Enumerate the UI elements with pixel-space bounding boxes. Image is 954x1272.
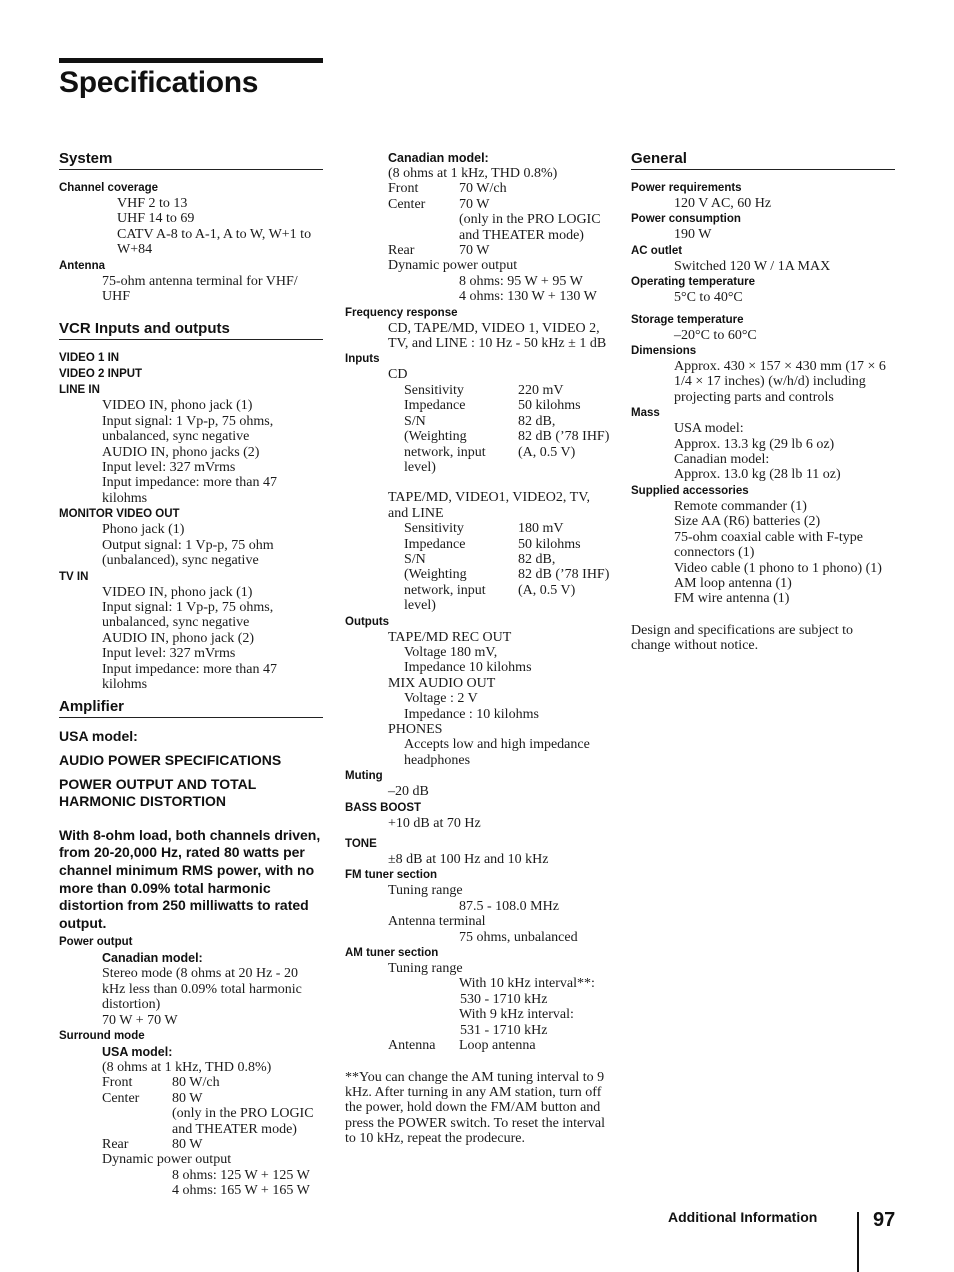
spec-label: Muting: [345, 770, 383, 783]
spec-row: [345, 243, 613, 258]
spec-value: 87.5 - 108.0 MHz: [459, 898, 559, 914]
spec-value: Output signal: 1 Vp-p, 75 ohm (unbalanced), sync negative: [102, 537, 274, 569]
spec-value: (only in the PRO LOGIC and THEATER mode): [459, 212, 601, 243]
spec-value: 82 dB (’78 IHF) (A, 0.5 V): [518, 429, 610, 460]
spec-value: AUDIO IN, phono jacks (2): [102, 444, 260, 460]
spec-value: 75-ohm antenna terminal for VHF/ UHF: [102, 273, 298, 305]
spec-value: With 10 kHz interval**:: [459, 976, 595, 992]
spec-value: Dynamic power output: [388, 258, 518, 274]
footer-divider: [857, 1212, 859, 1272]
spec-value: 531 - 1710 kHz: [460, 1022, 548, 1038]
model-label: Canadian model:: [102, 951, 203, 966]
spec-heading: AUDIO POWER SPECIFICATIONS: [59, 751, 282, 768]
column-middle: [345, 150, 613, 1147]
section-heading-amplifier: Amplifier: [59, 698, 323, 718]
spec-label: TONE: [345, 838, 377, 851]
model-label: USA model:: [102, 1044, 173, 1059]
spec-value: Input impedance: more than 47 kilohms: [102, 475, 277, 506]
model-heading: USA model:: [59, 728, 138, 745]
spec-value: 8 ohms: 125 W + 125 W: [172, 1167, 310, 1183]
spec-key: Antenna: [388, 1038, 436, 1054]
spec-value: Remote commander (1): [674, 498, 807, 514]
spec-value: Input level: 327 mVrms: [102, 460, 236, 476]
spec-value: –20 dB: [388, 784, 429, 800]
spec-value: Size AA (R6) batteries (2): [674, 514, 821, 530]
spec-value: Voltage 180 mV,: [404, 644, 498, 660]
spec-value: –20°C to 60°C: [674, 327, 757, 343]
spec-label: Storage temperature: [631, 313, 744, 326]
spec-label: Inputs: [345, 353, 380, 366]
spec-value: VHF 2 to 13: [117, 196, 188, 211]
section-heading-vcr: VCR Inputs and outputs: [59, 320, 323, 340]
spec-value: Antenna terminal: [388, 914, 486, 930]
spec-row: [345, 429, 613, 475]
spec-value: 530 - 1710 kHz: [460, 991, 548, 1007]
spec-value: MIX AUDIO OUT: [388, 675, 496, 691]
spec-value: 5°C to 40°C: [674, 290, 743, 306]
spec-value: With 9 kHz interval:: [459, 1007, 574, 1023]
spec-value: 70 W: [459, 196, 490, 212]
spec-key: [102, 1106, 172, 1137]
spec-value: CATV A-8 to A-1, A to W, W+1 to W+84: [117, 226, 312, 258]
spec-value: Impedance 10 kilohms: [404, 660, 532, 676]
spec-value: 75-ohm coaxial cable with F-type connectors (1): [674, 529, 863, 561]
spec-value: (only in the PRO LOGIC and THEATER mode): [172, 1106, 314, 1137]
spec-key: S/N: [404, 413, 426, 429]
spec-value: Input signal: 1 Vp-p, 75 ohms, unbalanced, sync negative: [102, 599, 274, 631]
spec-value: 80 W: [172, 1136, 203, 1152]
spec-value: Dynamic power output: [102, 1152, 232, 1168]
spec-row: [345, 383, 613, 398]
spec-row: [345, 398, 613, 413]
spec-key: Front: [102, 1075, 133, 1091]
spec-label: FM tuner section: [345, 869, 438, 882]
spec-value: VIDEO IN, phono jack (1): [102, 398, 253, 414]
spec-value: Impedance : 10 kilohms: [404, 706, 539, 722]
spec-label: Supplied accessories: [631, 484, 749, 497]
spec-value: 50 kilohms: [518, 536, 581, 552]
spec-value: 190 W: [674, 227, 712, 243]
spec-label: Power output: [59, 936, 133, 949]
spec-label: Frequency response: [345, 306, 458, 319]
spec-value: 50 kilohms: [518, 398, 581, 414]
spec-key: Rear: [102, 1136, 129, 1152]
spec-label: Operating temperature: [631, 276, 755, 289]
spec-value: CD: [388, 367, 408, 383]
spec-value: Canadian model:: [674, 452, 770, 468]
spec-value: 70 W + 70 W: [102, 1012, 178, 1028]
spec-value: 4 ohms: 130 W + 130 W: [459, 289, 597, 305]
spec-value: PHONES: [388, 722, 443, 737]
spec-value: 220 mV: [518, 382, 564, 398]
spec-row: [345, 552, 613, 567]
spec-label: Outputs: [345, 615, 390, 628]
spec-value: Accepts low and high impedance headphones: [404, 737, 590, 768]
spec-row: [345, 197, 613, 212]
footer-section-label: Additional Information: [668, 1209, 818, 1225]
spec-value: Approx. 13.3 kg (29 lb 6 oz): [674, 436, 835, 452]
spec-value: +10 dB at 70 Hz: [388, 815, 481, 831]
spec-label: VIDEO 1 IN: [59, 352, 120, 365]
spec-label: MONITOR VIDEO OUT: [59, 508, 180, 521]
spec-key: Impedance: [404, 536, 466, 552]
spec-value: 82 dB,: [518, 551, 556, 567]
page-title: Specifications: [59, 66, 259, 99]
spec-value: 75 ohms, unbalanced: [459, 929, 578, 945]
spec-row: [59, 1075, 323, 1090]
spec-label: Channel coverage: [59, 182, 159, 194]
spec-key: S/N: [404, 551, 426, 567]
spec-value: Input signal: 1 Vp-p, 75 ohms, unbalanced, sync negative: [102, 413, 274, 445]
spec-row: [345, 1038, 613, 1053]
spec-value: Loop antenna: [459, 1038, 536, 1054]
spec-value: FM wire antenna (1): [674, 591, 790, 607]
spec-key: [388, 212, 459, 243]
column-right: [631, 150, 895, 654]
spec-key: Sensitivity: [404, 382, 464, 398]
section-heading-system: System: [59, 150, 323, 170]
spec-value: AUDIO IN, phono jack (2): [102, 630, 255, 646]
spec-label: Power requirements: [631, 182, 742, 194]
page-number: 97: [873, 1209, 896, 1231]
power-statement: With 8-ohm load, both channels driven, from 20-20,000 Hz, rated 80 watts per channel minimum RMS power, with no more than 0.09% total harmonic distortion from 250 milliwatts to rated output.: [59, 826, 321, 931]
spec-value: USA model:: [674, 421, 744, 437]
spec-value: 8 ohms: 95 W + 95 W: [459, 273, 583, 289]
spec-row: [345, 567, 613, 613]
spec-key: (Weighting network, input level): [404, 567, 486, 614]
spec-value: UHF 14 to 69: [117, 211, 195, 227]
model-label: Canadian model:: [388, 151, 489, 165]
spec-key: Center: [102, 1090, 140, 1106]
footnote: **You can change the AM tuning interval to 9 kHz. After turning in any AM station, turn off the power, hold down the FM/AM button and press the POWER switch. To reset the interval to 10 kHz, repeat the prodecure.: [345, 1069, 606, 1147]
spec-value: Tuning range: [388, 883, 463, 899]
spec-value: 80 W/ch: [172, 1075, 220, 1091]
spec-value: AM loop antenna (1): [674, 575, 792, 591]
spec-label: AM tuner section: [345, 947, 439, 960]
spec-key: Impedance: [404, 398, 466, 414]
spec-heading: POWER OUTPUT AND TOTAL HARMONIC DISTORTION: [59, 775, 257, 810]
spec-label: AC outlet: [631, 244, 683, 257]
spec-label: Mass: [631, 407, 660, 420]
spec-value: Voltage : 2 V: [404, 691, 478, 707]
spec-value: Switched 120 W / 1A MAX: [674, 258, 831, 274]
spec-row: [59, 1137, 323, 1152]
spec-value: 180 mV: [518, 521, 564, 537]
spec-row: [345, 212, 613, 243]
spec-label: LINE IN: [59, 384, 100, 397]
spec-value: Approx. 430 × 157 × 430 mm (17 × 6 1/4 × 17 inches) (w/h/d) including projecting parts and controls: [674, 359, 886, 405]
spec-label: TV IN: [59, 570, 89, 583]
spec-value: (8 ohms at 1 kHz, THD 0.8%): [102, 1059, 272, 1075]
spec-row: [345, 181, 613, 196]
notice: Design and specifications are subject to change without notice.: [631, 622, 853, 654]
spec-value: Tuning range: [388, 961, 463, 977]
spec-value: 70 W: [459, 243, 490, 259]
spec-value: 120 V AC, 60 Hz: [674, 196, 772, 211]
spec-label: Power consumption: [631, 213, 741, 226]
spec-value: Video cable (1 phono to 1 phono) (1): [674, 560, 882, 576]
spec-row: [345, 521, 613, 536]
spec-value: Phono jack (1): [102, 522, 185, 538]
spec-label: Antenna: [59, 259, 105, 272]
spec-label: Dimensions: [631, 345, 697, 358]
title-rule: [59, 58, 323, 63]
spec-row: [345, 414, 613, 429]
spec-label: Surround mode: [59, 1029, 145, 1042]
spec-value: 82 dB,: [518, 413, 556, 429]
spec-value: TAPE/MD REC OUT: [388, 629, 512, 645]
spec-key: Front: [388, 181, 419, 197]
spec-value: Stereo mode (8 ohms at 20 Hz - 20 kHz less than 0.09% total harmonic distortion): [102, 966, 302, 1013]
spec-value: VIDEO IN, phono jack (1): [102, 584, 253, 600]
spec-value: TAPE/MD, VIDEO1, VIDEO2, TV, and LINE: [388, 490, 591, 521]
spec-row: [345, 537, 613, 552]
spec-value: 82 dB (’78 IHF) (A, 0.5 V): [518, 567, 610, 598]
spec-value: Input level: 327 mVrms: [102, 646, 236, 662]
section-heading-general: General: [631, 150, 895, 170]
spec-value: 4 ohms: 165 W + 165 W: [172, 1183, 310, 1199]
column-left: [59, 150, 323, 1199]
spec-value: Input impedance: more than 47 kilohms: [102, 661, 277, 692]
spec-label: VIDEO 2 INPUT: [59, 368, 143, 381]
spec-value: CD, TAPE/MD, VIDEO 1, VIDEO 2, TV, and LINE : 10 Hz - 50 kHz ± 1 dB: [388, 320, 607, 352]
spec-value: (8 ohms at 1 kHz, THD 0.8%): [388, 166, 558, 181]
spec-key: Rear: [388, 243, 415, 259]
spec-key: (Weighting network, input level): [404, 429, 486, 475]
spec-value: 70 W/ch: [459, 181, 507, 197]
spec-row: [59, 1091, 323, 1106]
spec-key: Sensitivity: [404, 521, 464, 537]
spec-value: Approx. 13.0 kg (28 lb 11 oz): [674, 467, 841, 483]
spec-value: ±8 dB at 100 Hz and 10 kHz: [388, 852, 549, 868]
spec-key: Center: [388, 196, 426, 212]
spec-label: BASS BOOST: [345, 801, 422, 814]
spec-row: [59, 1106, 323, 1137]
spec-value: 80 W: [172, 1090, 203, 1106]
